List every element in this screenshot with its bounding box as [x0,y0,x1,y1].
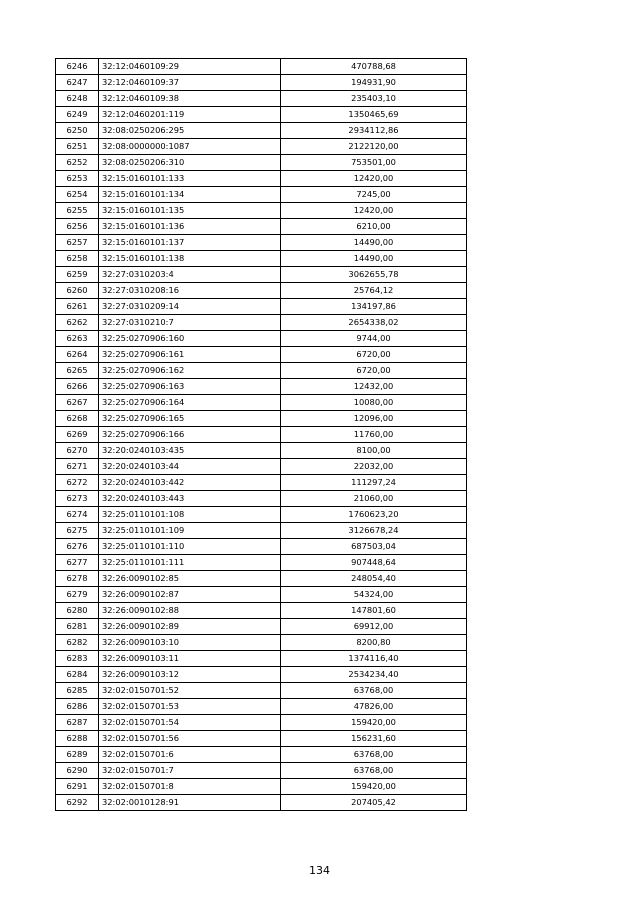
table-row [56,283,467,299]
table-row [56,299,467,315]
row-number-cell: 6283 [56,651,99,667]
value-cell: 687503,04 [281,539,467,555]
cadastral-number-cell: 32:12:0460109:29 [99,59,281,75]
table-row [56,651,467,667]
table-row [56,603,467,619]
cadastral-number-cell: 32:20:0240103:44 [99,459,281,475]
value-cell: 470788,68 [281,59,467,75]
table-row [56,395,467,411]
cadastral-number-cell: 32:08:0250206:295 [99,123,281,139]
row-number-cell: 6285 [56,683,99,699]
row-number-cell: 6273 [56,491,99,507]
row-number-cell: 6289 [56,747,99,763]
value-cell: 2534234,40 [281,667,467,683]
cadastral-number-cell: 32:02:0150701:52 [99,683,281,699]
value-cell: 54324,00 [281,587,467,603]
row-number-cell: 6282 [56,635,99,651]
row-number-cell: 6290 [56,763,99,779]
row-number-cell: 6267 [56,395,99,411]
table-row [56,363,467,379]
table-row [56,91,467,107]
value-cell: 12420,00 [281,171,467,187]
cadastral-number-cell: 32:27:0310209:14 [99,299,281,315]
cadastral-number-cell: 32:25:0270906:166 [99,427,281,443]
table-row [56,555,467,571]
value-cell: 69912,00 [281,619,467,635]
value-cell: 12432,00 [281,379,467,395]
value-cell: 8100,00 [281,443,467,459]
value-cell: 6720,00 [281,347,467,363]
row-number-cell: 6291 [56,779,99,795]
row-number-cell: 6262 [56,315,99,331]
table-row [56,219,467,235]
table-row [56,411,467,427]
cadastral-number-cell: 32:02:0150701:7 [99,763,281,779]
value-cell: 907448,64 [281,555,467,571]
value-cell: 21060,00 [281,491,467,507]
cadastral-number-cell: 32:25:0270906:163 [99,379,281,395]
value-cell: 248054,40 [281,571,467,587]
table-row [56,267,467,283]
cadastral-number-cell: 32:15:0160101:138 [99,251,281,267]
row-number-cell: 6256 [56,219,99,235]
cadastral-number-cell: 32:15:0160101:137 [99,235,281,251]
value-cell: 63768,00 [281,683,467,699]
table-row [56,731,467,747]
value-cell: 11760,00 [281,427,467,443]
cadastral-number-cell: 32:08:0250206:310 [99,155,281,171]
cadastral-number-cell: 32:12:0460109:37 [99,75,281,91]
value-cell: 12420,00 [281,203,467,219]
row-number-cell: 6279 [56,587,99,603]
value-cell: 207405,42 [281,795,467,811]
cadastral-number-cell: 32:20:0240103:442 [99,475,281,491]
value-cell: 6720,00 [281,363,467,379]
cadastral-number-cell: 32:08:0000000:1087 [99,139,281,155]
cadastral-number-cell: 32:02:0150701:54 [99,715,281,731]
cadastral-number-cell: 32:15:0160101:133 [99,171,281,187]
row-number-cell: 6247 [56,75,99,91]
value-cell: 8200,80 [281,635,467,651]
table-row [56,139,467,155]
row-number-cell: 6284 [56,667,99,683]
value-cell: 1374116,40 [281,651,467,667]
table-row [56,315,467,331]
cadastral-number-cell: 32:26:0090102:89 [99,619,281,635]
cadastral-number-cell: 32:02:0010128:91 [99,795,281,811]
row-number-cell: 6275 [56,523,99,539]
value-cell: 6210,00 [281,219,467,235]
table-row [56,539,467,555]
value-cell: 2122120,00 [281,139,467,155]
row-number-cell: 6274 [56,507,99,523]
page-number: 134 [309,864,330,877]
table-row [56,587,467,603]
row-number-cell: 6268 [56,411,99,427]
data-table [55,58,467,811]
cadastral-number-cell: 32:27:0310203:4 [99,267,281,283]
table-row [56,523,467,539]
value-cell: 3062655,78 [281,267,467,283]
table-row [56,507,467,523]
row-number-cell: 6280 [56,603,99,619]
value-cell: 159420,00 [281,779,467,795]
table-row [56,475,467,491]
table-row [56,155,467,171]
table-row [56,747,467,763]
row-number-cell: 6257 [56,235,99,251]
value-cell: 47826,00 [281,699,467,715]
table-row [56,171,467,187]
row-number-cell: 6251 [56,139,99,155]
cadastral-number-cell: 32:27:0310208:16 [99,283,281,299]
table-row [56,347,467,363]
value-cell: 7245,00 [281,187,467,203]
row-number-cell: 6286 [56,699,99,715]
value-cell: 194931,90 [281,75,467,91]
value-cell: 3126678,24 [281,523,467,539]
cadastral-number-cell: 32:25:0270906:161 [99,347,281,363]
table-row [56,331,467,347]
cadastral-number-cell: 32:25:0110101:108 [99,507,281,523]
table-row [56,379,467,395]
cadastral-number-cell: 32:26:0090103:11 [99,651,281,667]
value-cell: 2654338,02 [281,315,467,331]
value-cell: 159420,00 [281,715,467,731]
table-row [56,779,467,795]
value-cell: 235403,10 [281,91,467,107]
table-row [56,235,467,251]
row-number-cell: 6248 [56,91,99,107]
row-number-cell: 6281 [56,619,99,635]
table-row [56,107,467,123]
row-number-cell: 6276 [56,539,99,555]
cadastral-number-cell: 32:26:0090102:87 [99,587,281,603]
row-number-cell: 6253 [56,171,99,187]
value-cell: 63768,00 [281,747,467,763]
row-number-cell: 6250 [56,123,99,139]
table-row [56,187,467,203]
table-row [56,59,467,75]
cadastral-number-cell: 32:25:0270906:160 [99,331,281,347]
value-cell: 14490,00 [281,235,467,251]
value-cell: 1760623,20 [281,507,467,523]
value-cell: 753501,00 [281,155,467,171]
table-row [56,619,467,635]
cadastral-number-cell: 32:15:0160101:136 [99,219,281,235]
row-number-cell: 6266 [56,379,99,395]
row-number-cell: 6278 [56,571,99,587]
table-row [56,683,467,699]
table-body [56,59,467,811]
table-row [56,251,467,267]
row-number-cell: 6277 [56,555,99,571]
cadastral-number-cell: 32:26:0090102:85 [99,571,281,587]
row-number-cell: 6288 [56,731,99,747]
value-cell: 134197,86 [281,299,467,315]
value-cell: 25764,12 [281,283,467,299]
table-row [56,75,467,91]
cadastral-number-cell: 32:25:0110101:109 [99,523,281,539]
value-cell: 22032,00 [281,459,467,475]
row-number-cell: 6287 [56,715,99,731]
row-number-cell: 6270 [56,443,99,459]
table-row [56,123,467,139]
row-number-cell: 6272 [56,475,99,491]
cadastral-number-cell: 32:02:0150701:53 [99,699,281,715]
value-cell: 12096,00 [281,411,467,427]
cadastral-number-cell: 32:26:0090103:12 [99,667,281,683]
cadastral-number-cell: 32:02:0150701:56 [99,731,281,747]
row-number-cell: 6265 [56,363,99,379]
row-number-cell: 6254 [56,187,99,203]
cadastral-number-cell: 32:27:0310210:7 [99,315,281,331]
table-row [56,715,467,731]
row-number-cell: 6246 [56,59,99,75]
row-number-cell: 6292 [56,795,99,811]
cadastral-number-cell: 32:26:0090102:88 [99,603,281,619]
cadastral-number-cell: 32:12:0460109:38 [99,91,281,107]
table-row [56,699,467,715]
table-row [56,459,467,475]
table-row [56,491,467,507]
cadastral-number-cell: 32:25:0270906:165 [99,411,281,427]
row-number-cell: 6255 [56,203,99,219]
value-cell: 10080,00 [281,395,467,411]
cadastral-number-cell: 32:12:0460201:119 [99,107,281,123]
row-number-cell: 6264 [56,347,99,363]
table-row [56,203,467,219]
cadastral-number-cell: 32:15:0160101:134 [99,187,281,203]
table-row [56,763,467,779]
table-row [56,427,467,443]
row-number-cell: 6263 [56,331,99,347]
cadastral-number-cell: 32:15:0160101:135 [99,203,281,219]
value-cell: 9744,00 [281,331,467,347]
table-row [56,667,467,683]
row-number-cell: 6258 [56,251,99,267]
cadastral-number-cell: 32:25:0270906:162 [99,363,281,379]
row-number-cell: 6260 [56,283,99,299]
row-number-cell: 6261 [56,299,99,315]
table-row [56,571,467,587]
cadastral-number-cell: 32:20:0240103:435 [99,443,281,459]
cadastral-number-cell: 32:20:0240103:443 [99,491,281,507]
value-cell: 63768,00 [281,763,467,779]
value-cell: 111297,24 [281,475,467,491]
table-row [56,635,467,651]
cadastral-number-cell: 32:25:0110101:111 [99,555,281,571]
row-number-cell: 6259 [56,267,99,283]
cadastral-number-cell: 32:26:0090103:10 [99,635,281,651]
row-number-cell: 6252 [56,155,99,171]
value-cell: 1350465,69 [281,107,467,123]
value-cell: 14490,00 [281,251,467,267]
cadastral-number-cell: 32:25:0110101:110 [99,539,281,555]
cadastral-number-cell: 32:02:0150701:6 [99,747,281,763]
row-number-cell: 6271 [56,459,99,475]
row-number-cell: 6249 [56,107,99,123]
table-row [56,443,467,459]
value-cell: 2934112,86 [281,123,467,139]
value-cell: 147801,60 [281,603,467,619]
cadastral-number-cell: 32:25:0270906:164 [99,395,281,411]
row-number-cell: 6269 [56,427,99,443]
table-row [56,795,467,811]
cadastral-number-cell: 32:02:0150701:8 [99,779,281,795]
value-cell: 156231,60 [281,731,467,747]
